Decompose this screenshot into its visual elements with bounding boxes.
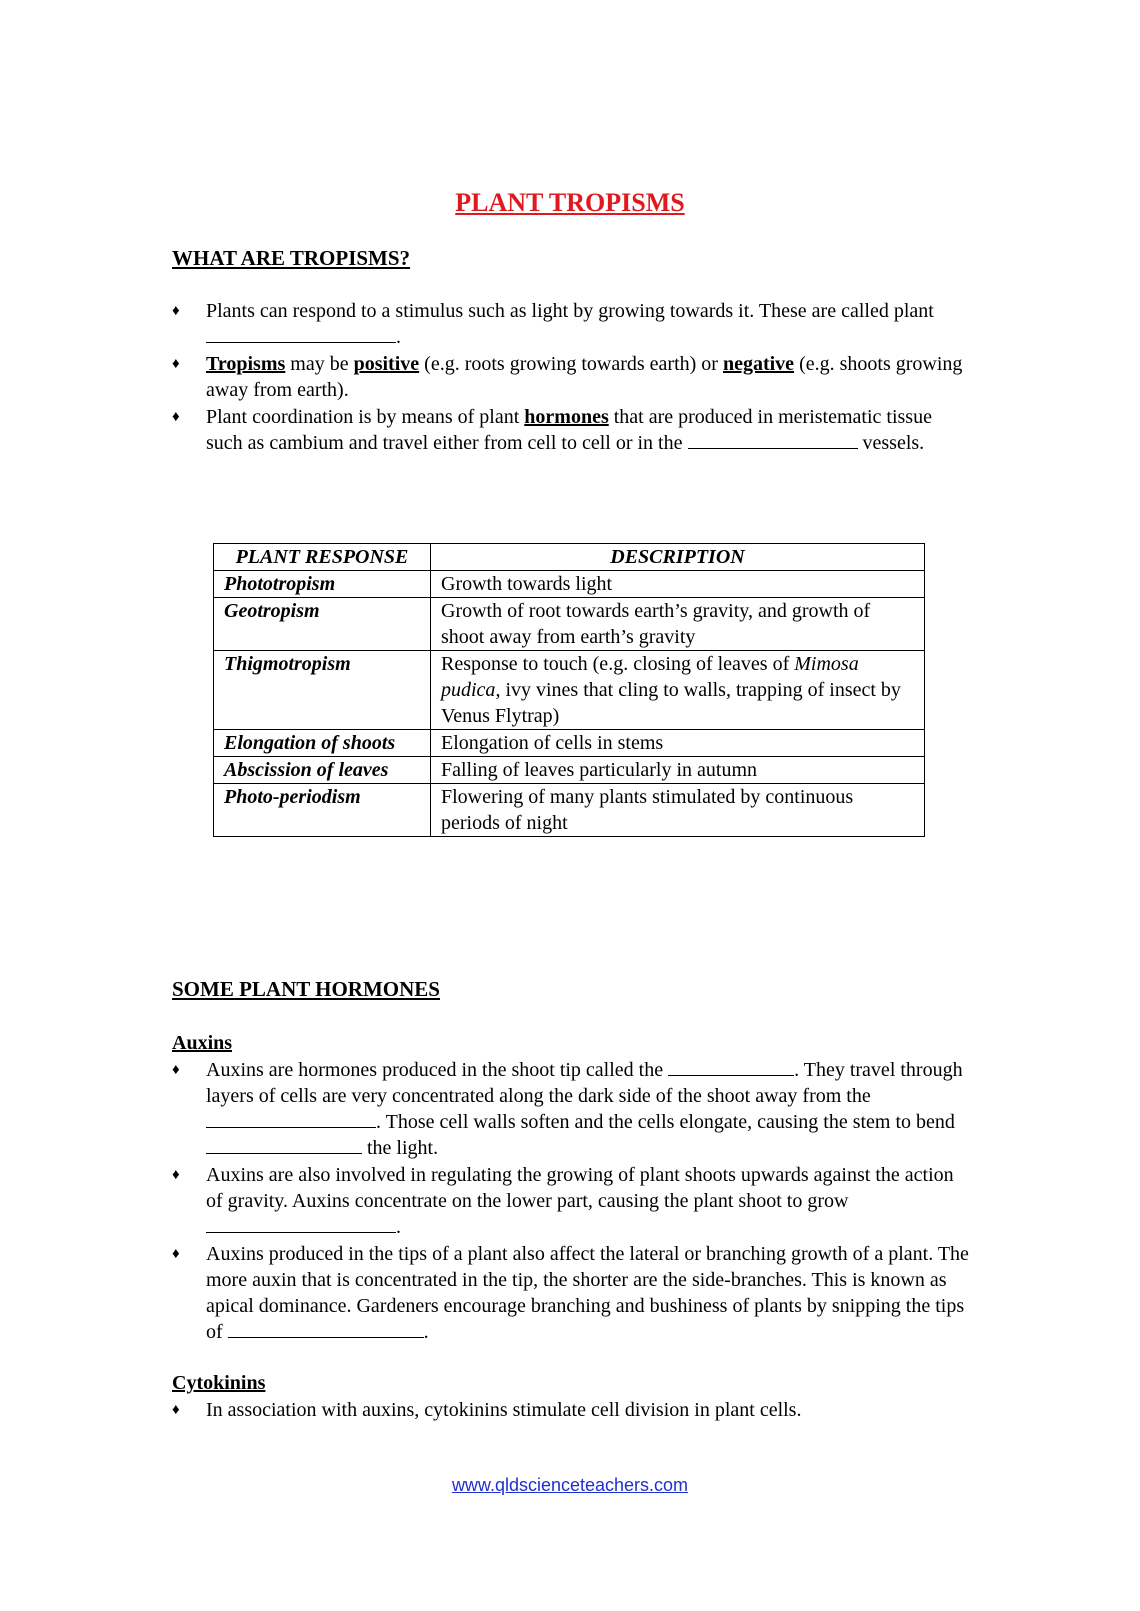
table-row: Geotropism Growth of root towards earth’s gravity, and growth of shoot away from earth’s gravity — [214, 598, 925, 651]
fill-blank[interactable] — [668, 1057, 794, 1076]
list-item: ♦ Auxins are hormones produced in the shoot tip called the . They travel through layers of cells are very concentrated along the dark side of the shoot away from the . Those cell walls soften and the cells elongate, causing the stem to bend the light. — [172, 1059, 963, 1159]
subheading-cytokinins: Cytokinins — [172, 1372, 266, 1394]
fill-blank[interactable] — [206, 1214, 396, 1233]
fill-blank[interactable] — [206, 1135, 362, 1154]
diamond-bullet-icon: ♦ — [172, 1246, 180, 1262]
list-item: ♦ Auxins produced in the tips of a plant also affect the lateral or branching growth of a plant. The more auxin that is concentrated in the tip, the shorter are the side-branches. This is known as apical dominance. Gardeners encourage branching and bushiness of plants by snipping the tips of . — [172, 1243, 969, 1343]
fill-blank[interactable] — [206, 324, 396, 343]
section-heading-hormones: SOME PLANT HORMONES — [172, 977, 440, 1001]
list-item: ♦ Plants can respond to a stimulus such as light by growing towards it. These are called plant . — [172, 300, 934, 348]
diamond-bullet-icon: ♦ — [172, 1402, 180, 1418]
table-row: Phototropism Growth towards light — [214, 571, 925, 598]
list-item: ♦ Plant coordination is by means of plant hormones that are produced in meristematic tissue such as cambium and travel either from cell to cell or in the vessels. — [172, 406, 932, 454]
list-item: ♦ In association with auxins, cytokinins stimulate cell division in plant cells. — [172, 1399, 802, 1421]
diamond-bullet-icon: ♦ — [172, 1062, 180, 1078]
fill-blank[interactable] — [206, 1109, 376, 1128]
diamond-bullet-icon: ♦ — [172, 409, 180, 425]
list-item: ♦ Tropisms may be positive (e.g. roots growing towards earth) or negative (e.g. shoots growing away from earth). — [172, 353, 963, 401]
subheading-auxins: Auxins — [172, 1032, 233, 1054]
page-title: PLANT TROPISMS — [455, 188, 685, 217]
fill-blank[interactable] — [228, 1319, 424, 1338]
column-header-response: PLANT RESPONSE — [214, 544, 431, 571]
table-header-row — [214, 544, 925, 571]
column-header-description: DESCRIPTION — [431, 544, 925, 571]
table-row: Elongation of shoots Elongation of cells in stems — [214, 730, 925, 757]
diamond-bullet-icon: ♦ — [172, 1167, 180, 1183]
table-row: Abscission of leaves Falling of leaves particularly in autumn — [214, 757, 925, 784]
plant-response-table — [213, 543, 925, 837]
auxins-bullet-list — [172, 1057, 972, 1346]
tropisms-bullet-list — [172, 298, 972, 457]
table-row: Photo-periodism Flowering of many plants stimulated by continuous periods of night — [214, 784, 925, 837]
diamond-bullet-icon: ♦ — [172, 356, 180, 372]
fill-blank[interactable] — [688, 430, 858, 449]
section-heading-tropisms: WHAT ARE TROPISMS? — [172, 246, 411, 270]
footer-website-link[interactable]: www.qldscienceteachers.com — [451, 1475, 689, 1495]
list-item: ♦ Auxins are also involved in regulating the growing of plant shoots upwards against the action of gravity. Auxins concentrate on the lower part, causing the plant shoot to grow . — [172, 1164, 954, 1238]
table-row: Thigmotropism Response to touch (e.g. closing of leaves of Mimosa pudica, ivy vines that cling to walls, trapping of insect by Venus Flytrap) — [214, 651, 925, 730]
cytokinins-bullet-list — [172, 1397, 972, 1424]
diamond-bullet-icon: ♦ — [172, 303, 180, 319]
